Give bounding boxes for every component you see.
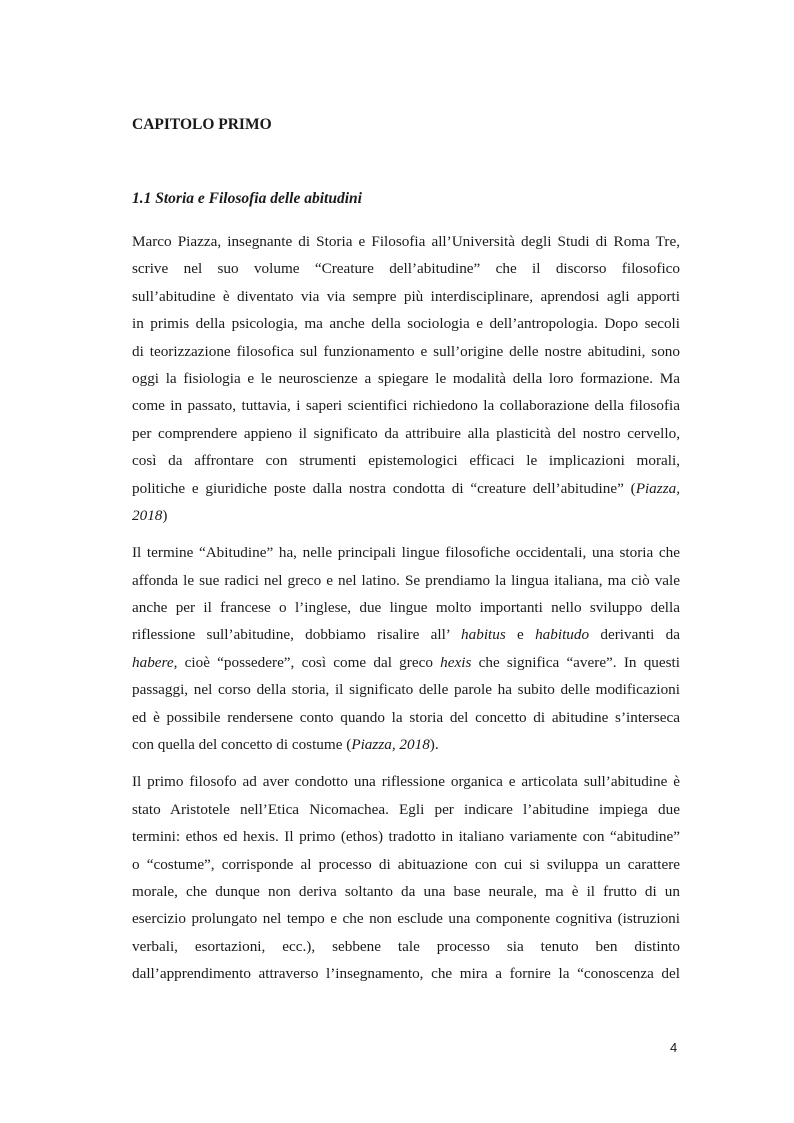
text-line — [132, 851, 680, 878]
section-title: 1.1 Storia e Filosofia delle abitudini — [132, 190, 362, 207]
paragraph — [132, 228, 680, 529]
text-segment: derivanti da — [589, 626, 680, 644]
text-segment: o “costume”, corrisponde al processo di abituazione con cui si sviluppa un carattere — [132, 855, 680, 873]
text-line — [132, 594, 680, 621]
text-segment: passaggi, nel corso della storia, il significato delle parole ha subito delle modificazioni — [132, 681, 680, 699]
text-line — [132, 420, 680, 447]
text-segment: e — [505, 626, 536, 644]
italic-text: Piazza, — [635, 479, 680, 497]
body-text — [132, 228, 680, 998]
text-segment: ) — [162, 506, 168, 524]
text-line — [132, 255, 680, 282]
text-line — [132, 933, 680, 960]
text-line — [132, 878, 680, 905]
text-line — [132, 392, 680, 419]
text-segment: termini: ethos ed hexis. Il primo (ethos) tradotto in italiano variamente con “abitudine” — [132, 828, 680, 846]
italic-text: habitudo — [535, 626, 590, 644]
text-segment: di teorizzazione filosofica sul funzionamento e sull’origine delle nostre abitudini, sono — [132, 342, 680, 360]
text-segment: stato Aristotele nell’Etica Nicomachea. Egli per indicare l’abitudine impiega due — [132, 800, 680, 818]
chapter-title: CAPITOLO PRIMO — [132, 116, 272, 133]
text-segment: scrive nel suo volume “Creature dell’abitudine” che il discorso filosofico — [132, 260, 680, 278]
text-segment: così da affrontare con strumenti epistemologici efficaci le implicazioni morali, — [132, 452, 680, 470]
text-segment: dall’apprendimento attraverso l’insegnamento, che mira a fornire la “conoscenza del — [132, 965, 680, 983]
text-segment: affonda le sue radici nel greco e nel latino. Se prendiamo la lingua italiana, ma ciò vale — [132, 571, 680, 589]
text-line — [132, 823, 680, 850]
text-line — [132, 338, 680, 365]
text-line — [132, 228, 680, 255]
text-segment: Marco Piazza, insegnante di Storia e Filosofia all’Università degli Studi di Roma Tre, — [132, 233, 680, 250]
text-line — [132, 905, 680, 932]
text-line — [132, 365, 680, 392]
text-line — [132, 649, 680, 676]
text-segment: che significa “avere”. In questi — [471, 653, 680, 671]
text-segment: con quella del concetto di costume ( — [132, 736, 352, 754]
text-segment: anche per il francese o l’inglese, due lingue molto importanti nello sviluppo della — [132, 599, 680, 617]
text-line — [132, 475, 680, 502]
text-line — [132, 731, 680, 758]
text-line — [132, 447, 680, 474]
italic-text: habere — [132, 653, 174, 671]
text-segment: oggi la fisiologia e le neuroscienze a spiegare le modalità della loro formazione. Ma — [132, 369, 680, 387]
text-line — [132, 676, 680, 703]
text-line — [132, 567, 680, 594]
text-line — [132, 310, 680, 337]
text-segment: ). — [429, 736, 439, 754]
text-line — [132, 502, 680, 529]
text-line — [132, 283, 680, 310]
text-segment: politiche e giuridiche poste dalla nostra condotta di “creature dell’abitudine” ( — [132, 479, 636, 497]
text-segment: esercizio prolungato nel tempo e che non esclude una componente cognitiva (istruzioni — [132, 910, 680, 928]
text-segment: riflessione sull’abitudine, dobbiamo risalire all’ — [132, 626, 462, 644]
text-segment: verbali, esortazioni, ecc.), sebbene tale processo sia tenuto ben distinto — [132, 937, 680, 955]
text-segment: Il primo filosofo ad aver condotto una riflessione organica e articolata sull’abitudine è — [132, 773, 680, 791]
text-segment: per comprendere appieno il significato da attribuire alla plasticità del nostro cervello, — [132, 424, 680, 442]
text-segment: , cioè “possedere”, così come dal greco — [173, 653, 441, 671]
text-line — [132, 539, 680, 566]
text-line — [132, 768, 680, 795]
text-segment: ed è possibile rendersene conto quando la storia del concetto di abitudine s’interseca — [132, 708, 680, 726]
italic-text: Piazza, 2018 — [351, 736, 430, 754]
paragraph — [132, 768, 680, 987]
paragraph — [132, 539, 680, 758]
page-number: 4 — [670, 1040, 678, 1055]
text-line — [132, 621, 680, 648]
italic-text: 2018 — [132, 506, 163, 524]
italic-text: habitus — [461, 626, 506, 644]
text-line — [132, 704, 680, 731]
text-line — [132, 960, 680, 987]
text-segment: morale, che dunque non deriva soltanto da una base neurale, ma è il frutto di un — [132, 882, 680, 900]
text-segment: sull’abitudine è diventato via via sempre più interdisciplinare, aprendosi agli apporti — [132, 287, 680, 305]
text-segment: in primis della psicologia, ma anche della sociologia e dell’antropologia. Dopo secoli — [132, 315, 680, 333]
text-segment: Il termine “Abitudine” ha, nelle principali lingue filosofiche occidentali, una storia che — [132, 544, 680, 562]
italic-text: hexis — [440, 653, 472, 671]
text-segment: come in passato, tuttavia, i saperi scientifici richiedono la collaborazione della filosofia — [132, 397, 680, 415]
text-line — [132, 796, 680, 823]
